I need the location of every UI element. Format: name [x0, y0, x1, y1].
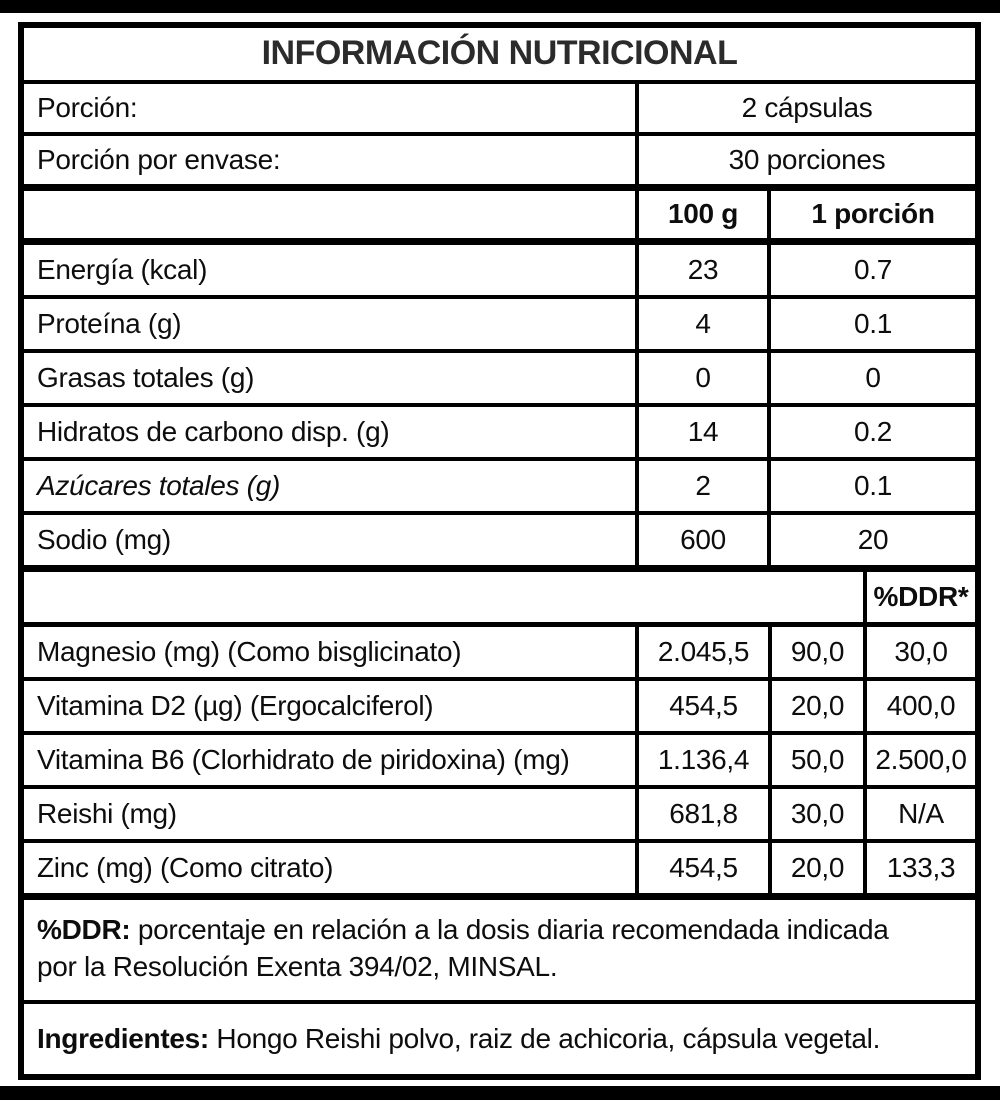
micronutrient-row-magnesio [24, 627, 975, 681]
nutrient-label: Grasas totales (g) [37, 361, 255, 393]
servings-per-container-row [24, 136, 975, 191]
serving-size-row [24, 84, 975, 136]
value-per-100g: 23 [635, 245, 767, 295]
value-per-100g: 454,5 [635, 843, 768, 893]
value-per-serving: 0.1 [767, 299, 975, 349]
micronutrient-label: Vitamina D2 (µg) (Ergocalciferol) [37, 689, 434, 721]
nutrient-row-azucares [24, 461, 975, 515]
nutrition-facts-table [18, 22, 981, 1080]
value-per-serving: 0.2 [767, 407, 975, 457]
micronutrient-row-zinc [24, 843, 975, 900]
top-black-bar [0, 0, 1000, 13]
servings-per-container-value: 30 porciones [635, 136, 975, 184]
ddr-header-row [24, 572, 975, 627]
column-header-ddr: %DDR* [863, 572, 975, 622]
column-header-porcion: 1 porción [767, 191, 975, 238]
value-per-serving: 20,0 [768, 843, 863, 893]
ingredients-note [24, 1004, 975, 1074]
value-per-serving: 20 [767, 515, 975, 565]
value-per-serving: 0.7 [767, 245, 975, 295]
ingredients-text: Hongo Reishi polvo, raiz de achicoria, cápsula vegetal. [208, 1023, 881, 1054]
value-per-100g: 14 [635, 407, 767, 457]
nutrient-row-hidratos [24, 407, 975, 461]
bottom-black-bar [0, 1086, 1000, 1100]
servings-per-container-label: Porción por envase: [37, 143, 281, 175]
nutrient-row-energia [24, 245, 975, 299]
serving-size-value: 2 cápsulas [635, 84, 975, 132]
value-per-100g: 1.136,4 [635, 735, 768, 785]
value-per-serving: 0.1 [767, 461, 975, 511]
ingredients-row [24, 1004, 975, 1074]
nutrient-label: Hidratos de carbono disp. (g) [37, 415, 390, 447]
nutrient-row-sodio [24, 515, 975, 572]
ddr-footnote-term: %DDR: [37, 914, 131, 945]
nutrient-label: Energía (kcal) [37, 253, 208, 285]
value-per-serving: 90,0 [768, 627, 863, 677]
value-per-100g: 0 [635, 353, 767, 403]
micronutrient-label: Vitamina B6 (Clorhidrato de piridoxina) (mg) [37, 743, 570, 775]
value-per-100g: 600 [635, 515, 767, 565]
column-header-spacer [24, 191, 635, 238]
column-header-100g: 100 g [635, 191, 767, 238]
nutrient-row-proteina [24, 299, 975, 353]
ddr-header-spacer [24, 572, 863, 622]
ingredients-term: Ingredientes: [37, 1023, 209, 1054]
ddr-footnote-row [24, 900, 975, 1004]
micronutrient-row-vitamina-d2 [24, 681, 975, 735]
value-per-100g: 4 [635, 299, 767, 349]
ddr-value: 133,3 [863, 843, 975, 893]
value-per-100g: 2.045,5 [635, 627, 768, 677]
micronutrient-label: Reishi (mg) [37, 797, 177, 829]
ddr-value: 2.500,0 [863, 735, 975, 785]
ddr-footnote-text-line2: por la Resolución Exenta 394/02, MINSAL. [37, 951, 558, 982]
serving-size-label: Porción: [37, 91, 138, 123]
micronutrient-row-reishi [24, 789, 975, 843]
column-header-row [24, 191, 975, 245]
ddr-value: 30,0 [863, 627, 975, 677]
value-per-100g: 681,8 [635, 789, 768, 839]
micronutrient-row-vitamina-b6 [24, 735, 975, 789]
value-per-100g: 454,5 [635, 681, 768, 731]
ddr-footnote [24, 900, 975, 1000]
table-title-row [24, 28, 975, 84]
nutrient-label: Sodio (mg) [37, 523, 171, 555]
micronutrient-label: Magnesio (mg) (Como bisglicinato) [37, 635, 462, 667]
value-per-serving: 30,0 [768, 789, 863, 839]
value-per-serving: 0 [767, 353, 975, 403]
micronutrient-label: Zinc (mg) (Como citrato) [37, 851, 334, 883]
value-per-100g: 2 [635, 461, 767, 511]
value-per-serving: 50,0 [768, 735, 863, 785]
ddr-value: 400,0 [863, 681, 975, 731]
ddr-value: N/A [863, 789, 975, 839]
nutrient-label: Azúcares totales (g) [37, 469, 280, 501]
nutrient-label: Proteína (g) [37, 307, 182, 339]
nutrient-row-grasas [24, 353, 975, 407]
table-title: INFORMACIÓN NUTRICIONAL [261, 34, 738, 73]
ddr-footnote-text-line1: porcentaje en relación a la dosis diaria recomendada indicada [130, 914, 889, 945]
value-per-serving: 20,0 [768, 681, 863, 731]
